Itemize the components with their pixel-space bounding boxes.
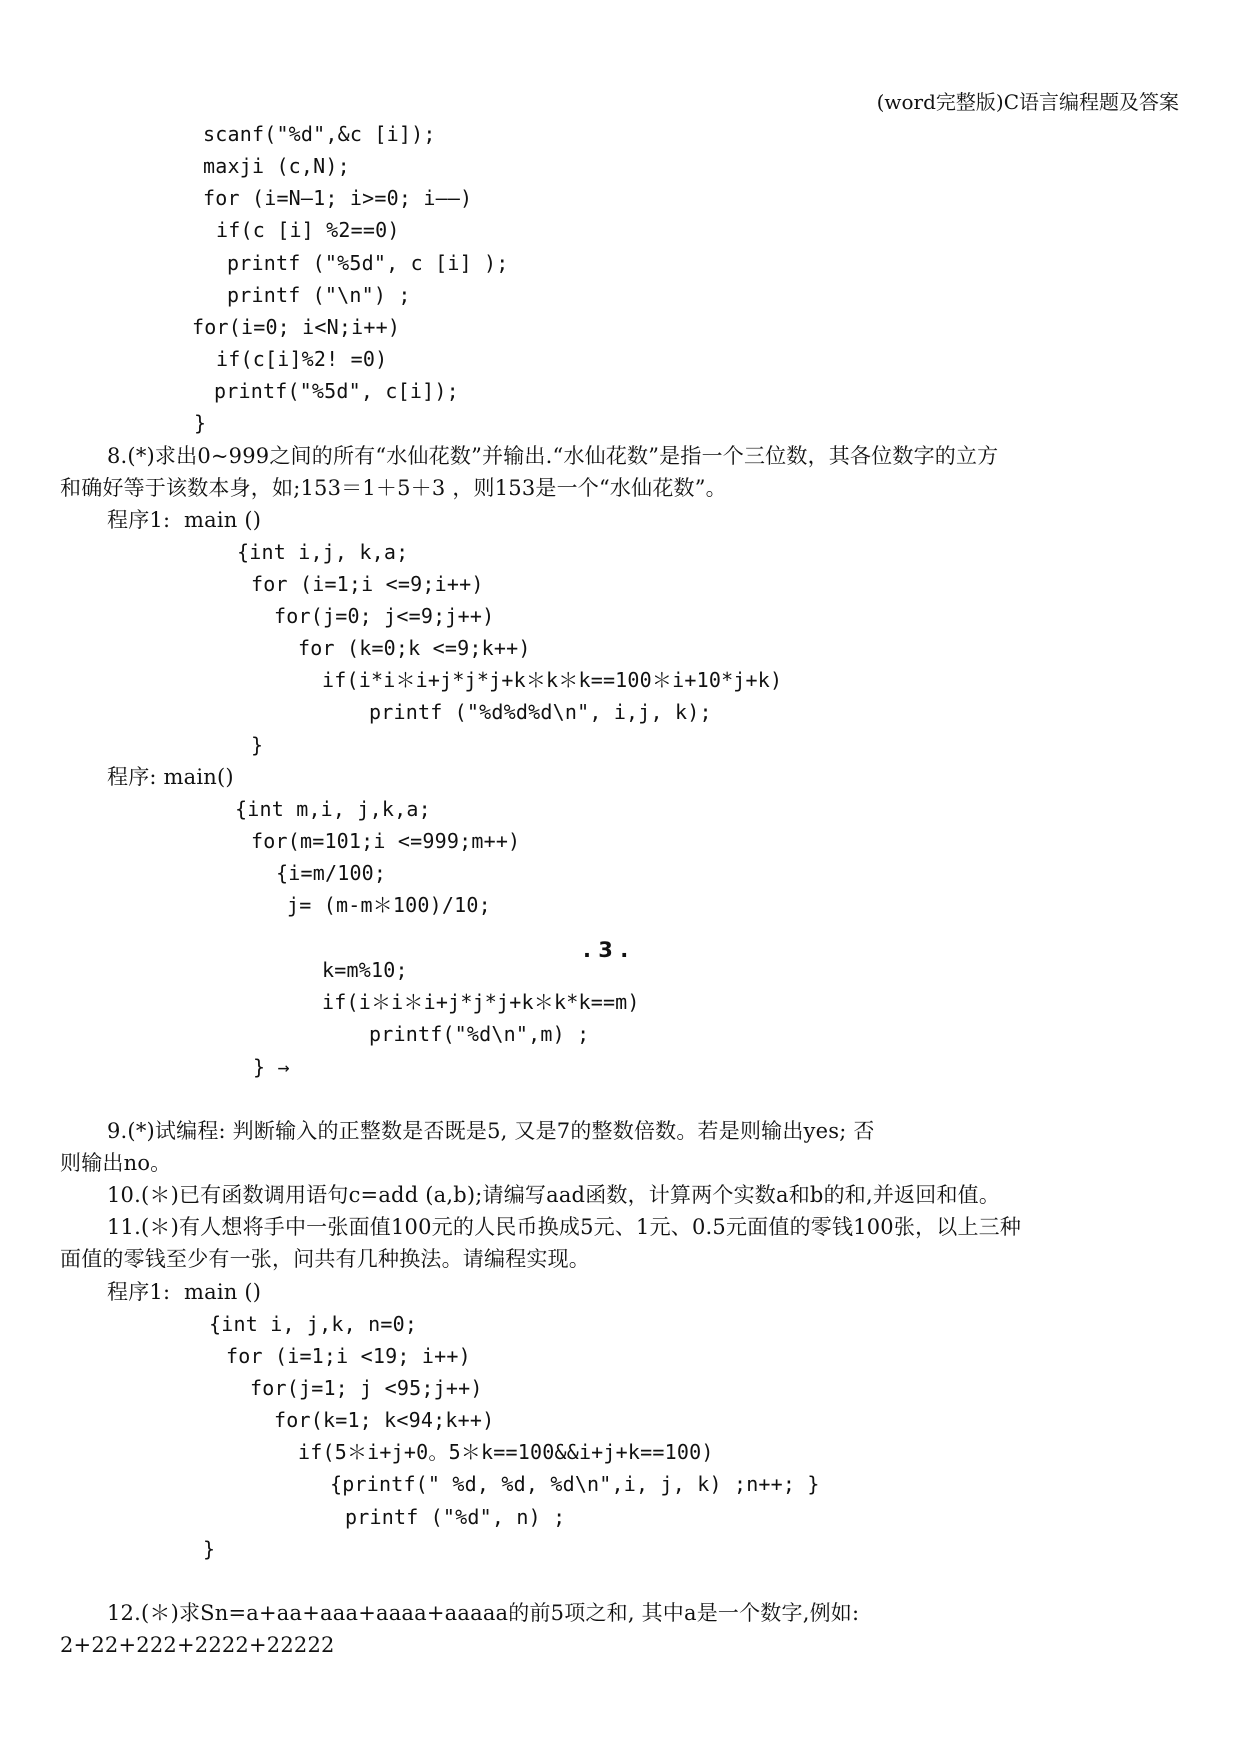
- program-label: 程序1: main (): [107, 1280, 262, 1304]
- code-line: scanf("%d",&c [i]);: [203, 122, 436, 146]
- code-line: } →: [253, 1055, 290, 1079]
- program-label: 程序: main(): [107, 765, 234, 789]
- code-line: {int i,j, k,a;: [237, 540, 409, 564]
- code-line: for (i=N—1; i>=0; i——): [203, 186, 473, 210]
- question-9-text: 9.(*)试编程: 判断输入的正整数是否既是5, 又是7的整数倍数。若是则输出yes; 否: [107, 1119, 875, 1143]
- question-11-text: 面值的零钱至少有一张，问共有几种换法。请编程实现。: [60, 1247, 590, 1271]
- code-line: {i=m/100;: [276, 861, 387, 885]
- code-line: for(k=1; k<94;k++): [274, 1408, 495, 1432]
- code-line: k=m%10;: [322, 958, 408, 982]
- code-line: j= (m-m＊100)/10;: [287, 893, 491, 917]
- question-10-text: 10.(＊)已有函数调用语句c=add (a,b);请编写aad函数，计算两个实数a和b的和,并返回和值。: [107, 1183, 1001, 1207]
- code-line: printf ("%5d", c [i] );: [227, 251, 509, 275]
- code-line: }: [251, 733, 264, 757]
- code-line: for(j=1; j <95;j++): [250, 1376, 483, 1400]
- code-line: for(m=101;i <=999;m++): [251, 829, 521, 853]
- code-line: for(i=0; i<N;i++): [192, 315, 401, 339]
- code-line: maxji (c,N);: [203, 154, 350, 178]
- program-label: 程序1: main (): [107, 508, 262, 532]
- code-line: printf("%d\n",m) ;: [369, 1022, 590, 1046]
- code-line: printf ("%d%d%d\n", i,j, k);: [369, 700, 712, 724]
- code-line: printf ("%d", n) ;: [345, 1505, 566, 1529]
- code-line: if(c [i] %2==0): [216, 218, 400, 242]
- page-header: (word完整版)C语言编程题及答案: [876, 90, 1179, 114]
- code-line: for (i=1;i <=9;i++): [251, 572, 484, 596]
- question-8-text: 和确好等于该数本身，如;153＝1＋5＋3 ，则153是一个“水仙花数”。: [60, 476, 727, 500]
- code-line: for(j=0; j<=9;j++): [274, 604, 495, 628]
- question-9-text: 则输出no。: [60, 1151, 172, 1175]
- code-line: if(i*i＊i+j*j*j+k＊k＊k==100＊i+10*j+k): [322, 668, 783, 692]
- code-line: if(i＊i＊i+j*j*j+k＊k*k==m): [322, 990, 640, 1014]
- code-line: for (i=1;i <19; i++): [226, 1344, 471, 1368]
- question-12-text: 2+22+222+2222+22222: [60, 1633, 335, 1657]
- code-line: {int i, j,k, n=0;: [209, 1312, 418, 1336]
- code-line: }: [203, 1537, 216, 1561]
- code-line: {int m,i, j,k,a;: [235, 797, 431, 821]
- question-12-text: 12.(＊)求Sn=a+aa+aaa+aaaa+aaaaa的前5项之和, 其中a是一个数字,例如:: [107, 1601, 860, 1625]
- code-line: }: [194, 411, 207, 435]
- code-line: {printf(" %d, %d, %d\n",i, j, k) ;n++; }: [330, 1472, 820, 1496]
- question-8-text: 8.(*)求出0~999之间的所有“水仙花数”并输出.“水仙花数”是指一个三位数，其各位数字的立方: [107, 444, 999, 468]
- code-line: if(c[i]%2! =0): [216, 347, 388, 371]
- code-line: for (k=0;k <=9;k++): [298, 636, 531, 660]
- code-line: printf ("\n") ;: [227, 283, 411, 307]
- page-number: . 3 .: [583, 938, 629, 962]
- question-11-text: 11.(＊)有人想将手中一张面值100元的人民币换成5元、1元、0.5元面值的零钱100张，以上三种: [107, 1215, 1022, 1239]
- code-line: if(5＊i+j+0。5＊k==100&&i+j+k==100): [298, 1440, 714, 1464]
- code-line: printf("%5d", c[i]);: [214, 379, 459, 403]
